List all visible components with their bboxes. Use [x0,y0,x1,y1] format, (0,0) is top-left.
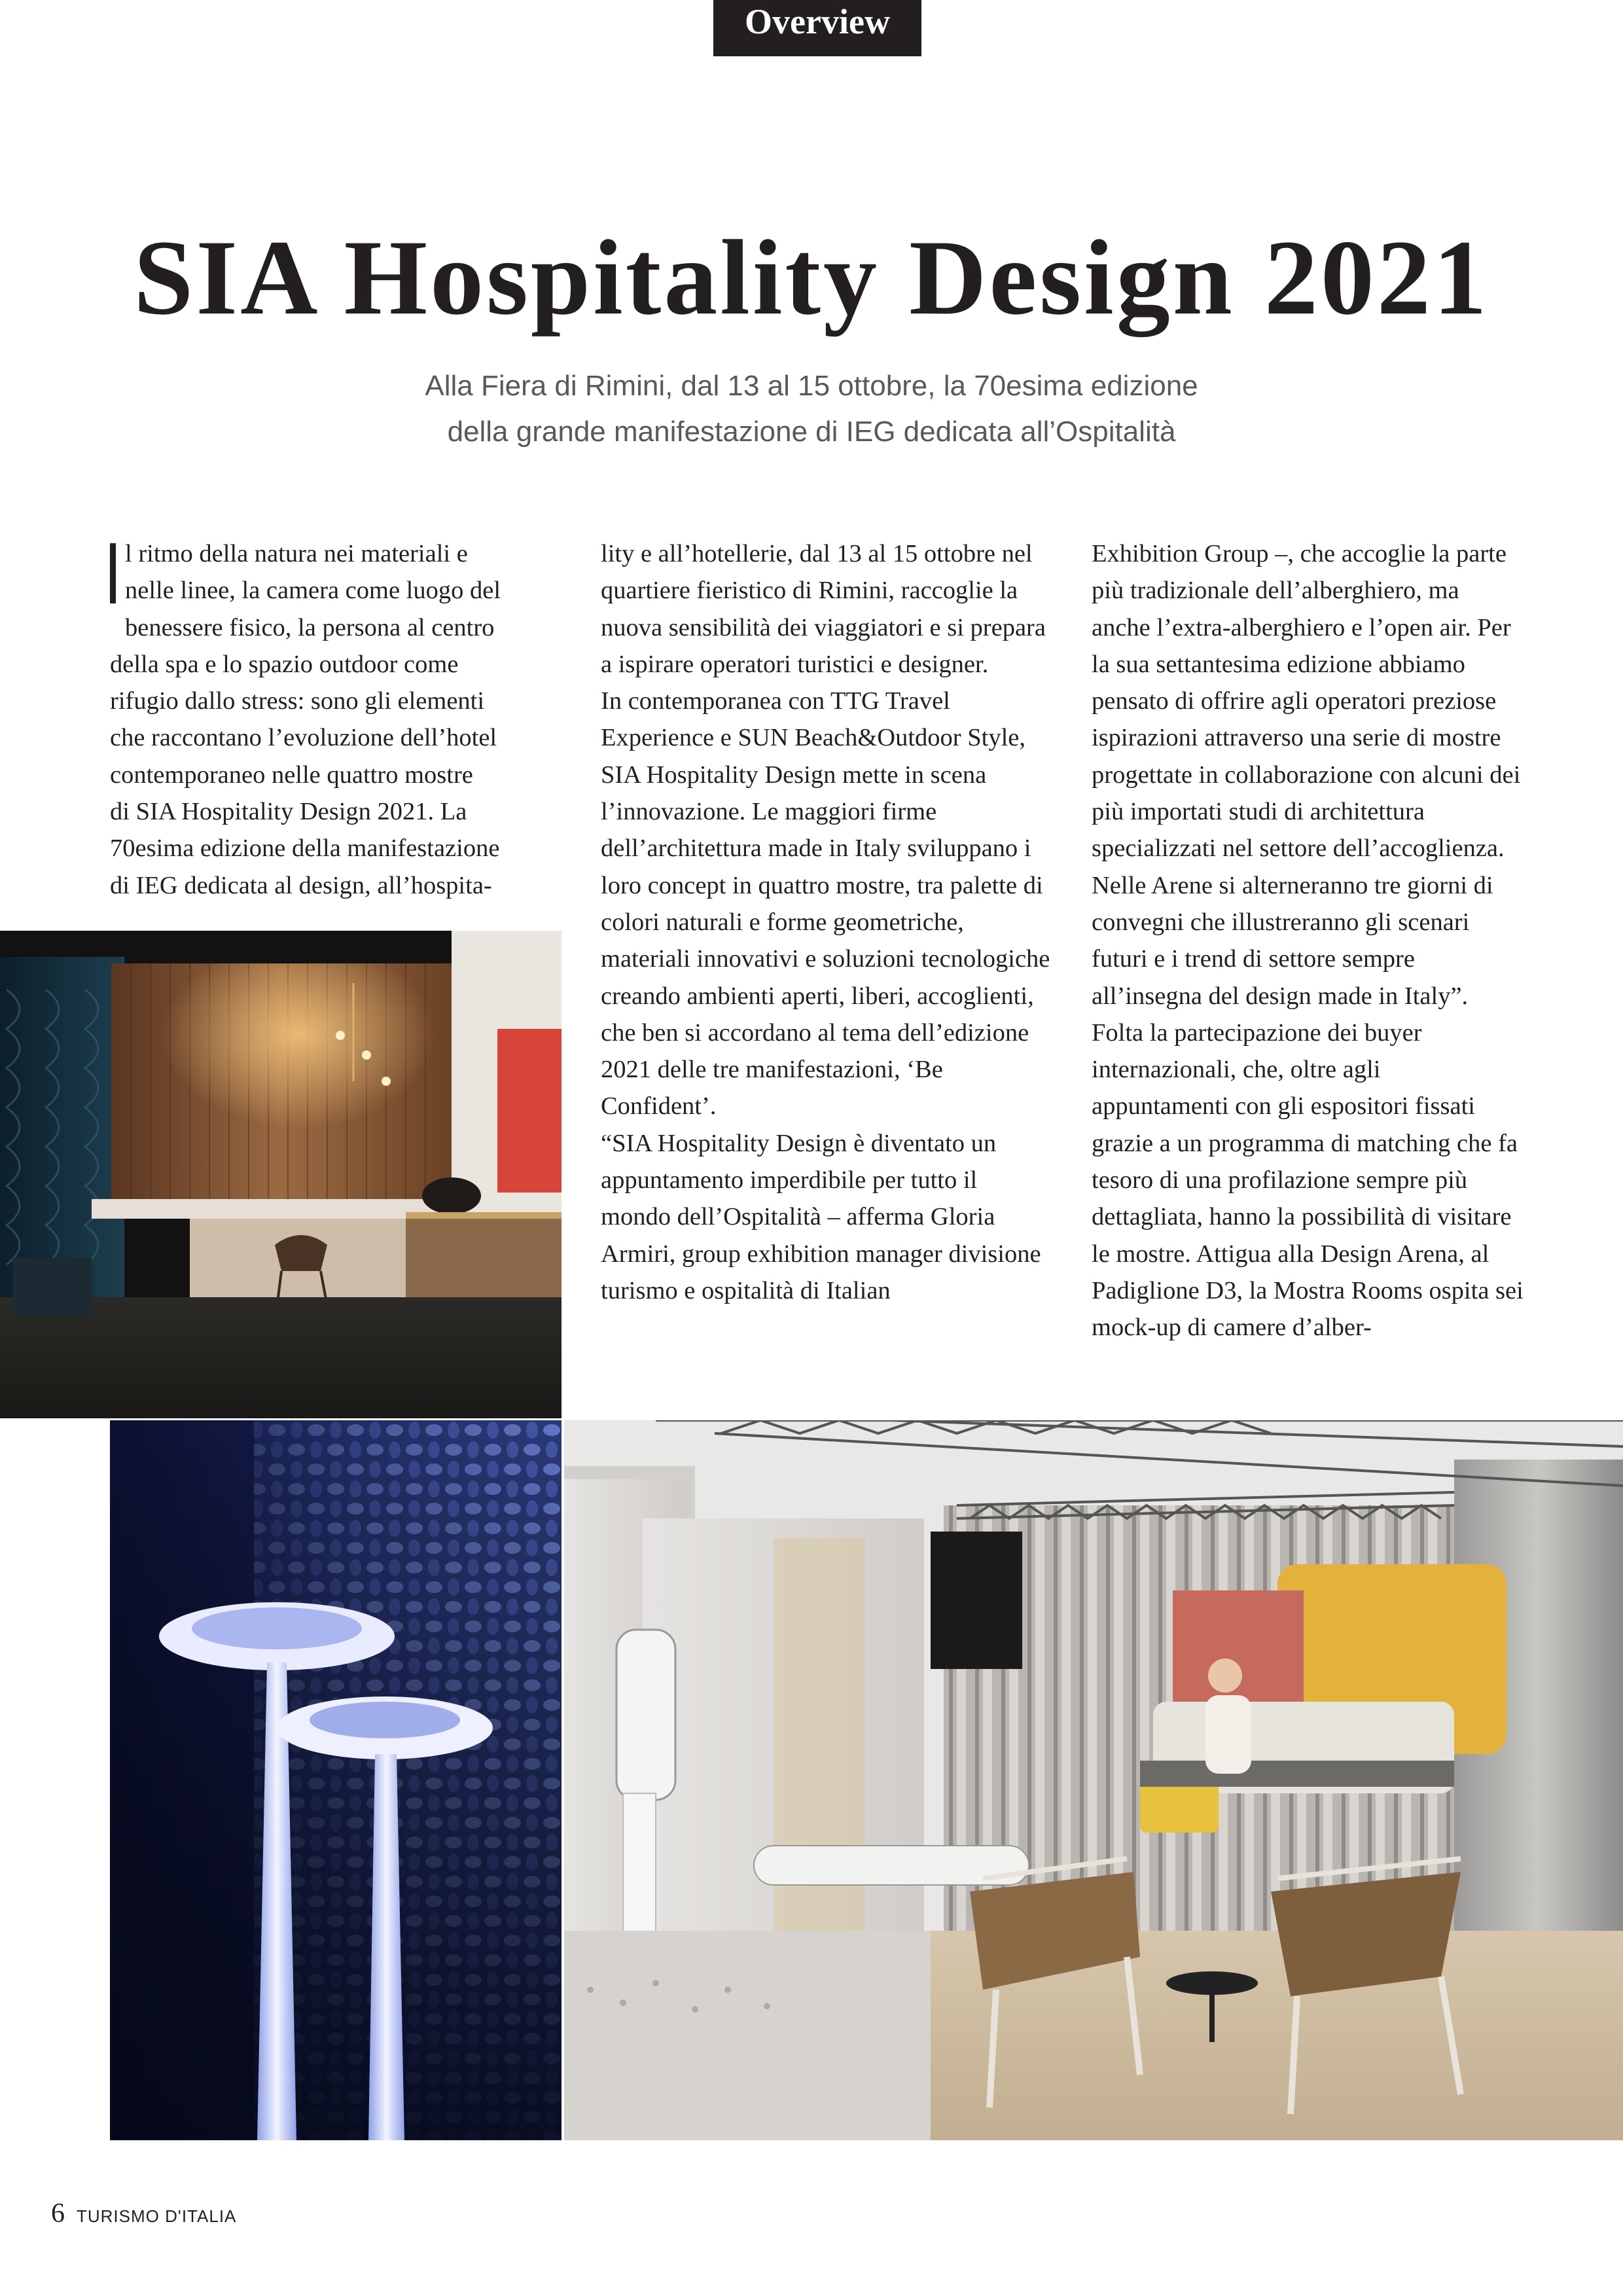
magazine-name: TURISMO D'ITALIA [77,2206,237,2226]
column-1-line: di IEG dedicata al design, all’hospita- [110,871,492,899]
column-1-line: della spa e lo spazio outdoor come [110,650,459,678]
paragraph: In contemporanea con TTG Travel Experience e SUN Beach&Outdoor Style, SIA Hospitality Design mette in scena l’innovazione. Le maggiori firme dell’architettura made in Italy sviluppano i loro concept in quattro mostre, tra palette di colori naturali e forme geometriche, materiali innovativi e soluzioni tecnologiche creando ambienti aperti, liberi, accoglienti, che ben si accordano al tema dell’edizione 2021 delle tre manifestazioni, ‘Be Confident’. [601,687,1050,1121]
drop-cap-initial [110,543,116,603]
column-1-line: di SIA Hospitality Design 2021. La [110,798,467,826]
paragraph: Exhibition Group –, che accoglie la parte più tradizionale dell’alberghiero, ma anche l’extra-alberghiero e l’open air. Per la sua settantesima edizione abbiamo pensato di offrire agli operatori preziose ispirazioni attraverso una serie di mostre progettate in collaborazione con alcuni dei più importati studi di architettura specializzati nel settore dell’accoglienza. Nelle Arene si alterneranno tre giorni di convegni che illustreranno gli scenari futuri e i trend di settore sempre all’insegna del design made in Italy”. [1092,540,1521,1010]
section-tag: Overview [713,0,921,56]
text-column-2 [601,535,1052,1309]
photo-disc-lamps [110,1420,562,2140]
page-number: 6 [51,2198,65,2229]
column-1-line: 70esima edizione della manifestazione [110,834,500,863]
column-1-line: che raccontano l’evoluzione dell’hotel [110,724,497,752]
text-column-3 [1092,535,1524,1346]
column-1-line: benessere fisico, la persona al centro [125,613,495,641]
subtitle-line-2: della grande manifestazione di IEG dedicata all’Ospitalità [447,416,1176,448]
page-footer [51,2198,236,2237]
column-1-line: contemporaneo nelle quattro mostre [110,761,473,789]
paragraph: Folta la partecipazione dei buyer internazionali, che, oltre agli appuntamenti con gli espositori fissati grazie a un programma di matching che fa tesoro di una profilazione sempre più dettagliata, hanno la possibilità di visitare le mostre. Attigua alla Design Arena, al Padiglione D3, la Mostra Rooms ospita sei mock-up di camere d’alber- [1092,1018,1524,1342]
column-1-line: rifugio dallo stress: sono gli elementi [110,687,485,715]
subtitle-line-1: Alla Fiera di Rimini, dal 13 al 15 ottobre, la 70esima edizione [425,370,1198,402]
article-subtitle [0,363,1623,455]
paragraph: “SIA Hospitality Design è diventato un appuntamento imperdibile per tutto il mondo dell’Ospitalità – afferma Gloria Armiri, group exhibition manager divisione turismo e ospitalità di Italian [601,1129,1041,1304]
photo-hotel-room [0,931,562,1418]
column-1-line: nelle linee, la camera come luogo del [125,577,501,605]
article-title: SIA Hospitality Design 2021 [134,219,1489,337]
column-1-line: l ritmo della natura nei materiali e [125,540,468,567]
text-column-1 [110,535,562,904]
paragraph: lity e all’hotellerie, dal 13 al 15 ottobre nel quartiere fieristico di Rimini, raccoglie la nuova sensibilità dei viaggiatori e si prepara a ispirare operatori turistici e designer. [601,540,1046,678]
photo-rooms-mockup [564,1420,1623,2140]
